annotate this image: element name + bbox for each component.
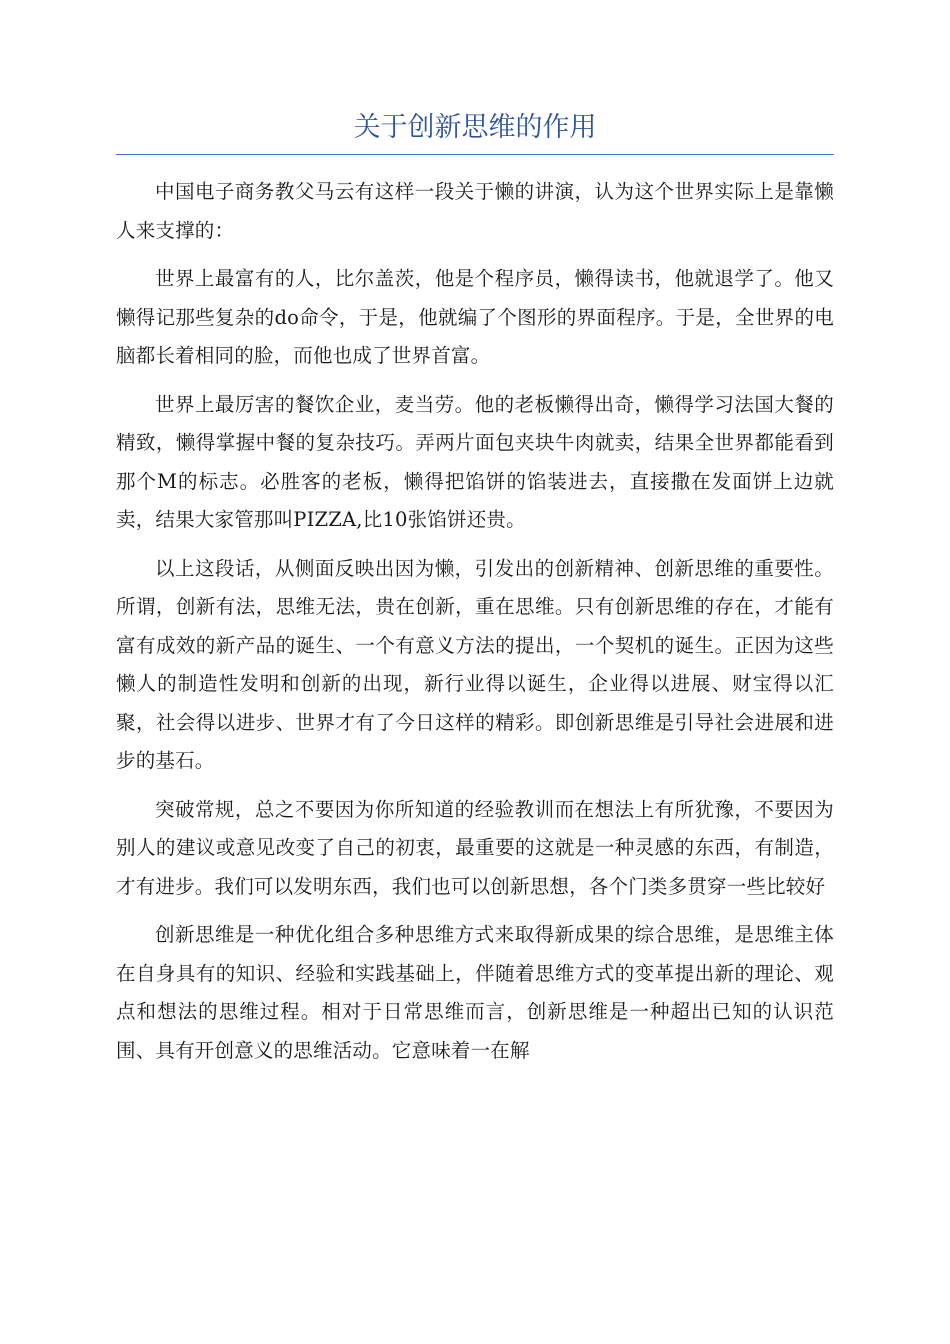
paragraph-4: 以上这段话，从侧面反映出因为懒，引发出的创新精神、创新思维的重要性。所谓，创新有法，思维无法，贵在创新，重在思维。只有创新思维的存在，才能有富有成效的新产品的诞生、一个有意义方法的提出，一个契机的诞生。正因为这些懒人的制造性发明和创新的出现，新行业得以诞生，企业得以进展、财宝得以汇聚，社会得以进步、世界才有了今日这样的精彩。即创新思维是引导社会进展和进步的基石。: [116, 556, 834, 772]
paragraph-2: 世界上最富有的人，比尔盖茨，他是个程序员，懒得读书，他就退学了。他又懒得记那些复杂的do命令，于是，他就编了个图形的界面程序。于是，全世界的电脑都长着相同的脸，而他也成了世界首富。: [116, 267, 834, 367]
document-body: [116, 173, 834, 1070]
document-page: [116, 108, 834, 1080]
paragraph-1: 中国电子商务教父马云有这样一段关于懒的讲演，认为这个世界实际上是靠懒人来支撑的：: [116, 180, 834, 242]
paragraph-3: 世界上最厉害的餐饮企业，麦当劳。他的老板懒得出奇，懒得学习法国大餐的精致，懒得掌握中餐的复杂技巧。弄两片面包夹块牛肉就卖，结果全世界都能看到那个M的标志。必胜客的老板，懒得把馅饼的馅装进去，直接撒在发面饼上边就卖，结果大家管那叫PIZZA,比10张馅饼还贵。: [116, 392, 834, 531]
paragraph-6: 创新思维是一种优化组合多种思维方式来取得新成果的综合思维，是思维主体在自身具有的知识、经验和实践基础上，伴随着思维方式的变革提出新的理论、观点和想法的思维过程。相对于日常思维而言，创新思维是一种超出已知的认识范围、具有开创意义的思维活动。它意味着一在解: [116, 923, 834, 1062]
paragraph-5: 突破常规，总之不要因为你所知道的经验教训而在想法上有所犹豫，不要因为别人的建议或意见改变了自己的初衷，最重要的这就是一种灵感的东西，有制造，才有进步。我们可以发明东西，我们也可以创新思想，各个门类多贯穿一些比较好: [116, 797, 834, 898]
document-title: 关于创新思维的作用: [116, 108, 834, 155]
